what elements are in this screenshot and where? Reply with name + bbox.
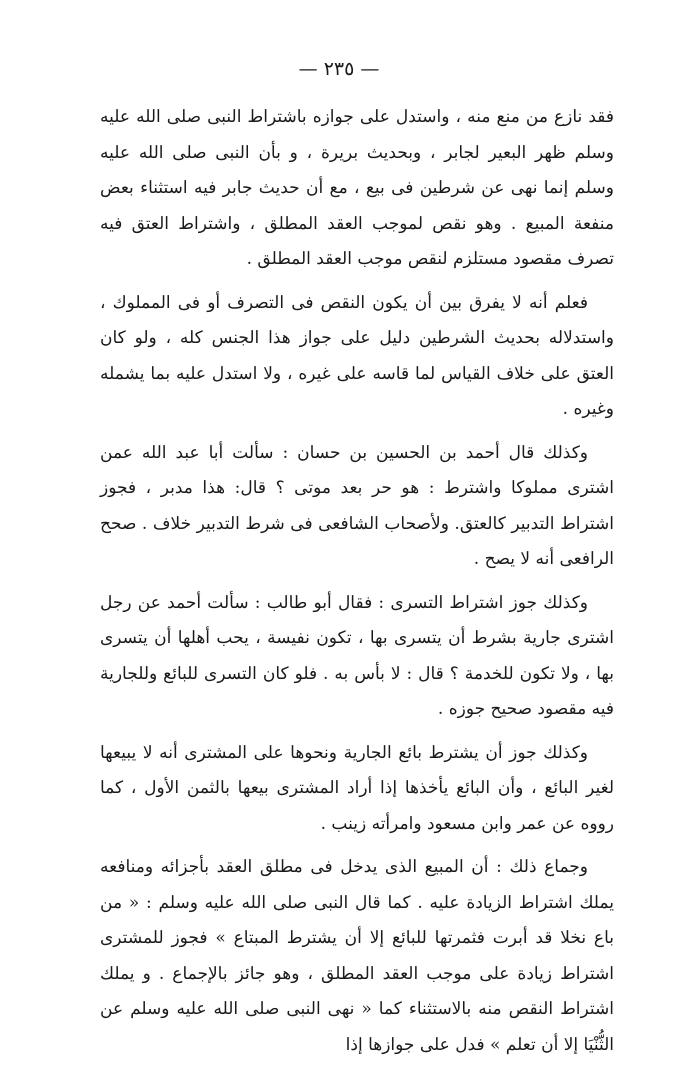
page-number: — ٢٣٥ — [298, 58, 380, 80]
paragraph-2: فعلم أنه لا يفرق بين أن يكون النقص فى التصرف أو فى المملوك ، واستدلاله بحديث الشرطين دليل على جواز هذا الجنس كله ، ولو كان العتق على خلاف القياس لما قاسه على غيره ، ولا استدل عليه بما يشمله وغيره . [100, 292, 614, 419]
paragraph-4: وكذلك جوز اشتراط التسرى : فقال أبو طالب : سألت أحمد عن رجل اشترى جارية بشرط أن يتسرى بها ، تكون نفيسة ، يحب أهلها أن يتسرى بها ، ولا تكون للخدمة ؟ قال : لا بأس به . فلو كان التسرى للبائع وللجارية فيه مقصود صحيح جوزه . [100, 592, 614, 719]
page-body [100, 100, 614, 1063]
paragraph-5: وكذلك جوز أن يشترط بائع الجارية ونحوها على المشترى أنه لا يبيعها لغير البائع ، وأن البائع يأخذها إذا أراد المشترى بيعها بالثمن الأول ، كما رووه عن عمر وابن مسعود وامرأته زينب . [100, 742, 614, 834]
paragraph-3: وكذلك قال أحمد بن الحسين بن حسان : سألت أبا عبد الله عمن اشترى مملوكا واشترط : هو حر بعد موتى ؟ قال: هذا مدبر ، فجوز اشتراط التدبير كالعتق. ولأصحاب الشافعى فى شرط التدبير خلاف . صحح الرافعى أنه لا يصح . [100, 442, 614, 569]
paragraph-6: وجماع ذلك : أن المبيع الذى يدخل فى مطلق العقد بأجزائه ومنافعه يملك اشتراط الزيادة عليه . كما قال النبى صلى الله عليه وسلم : « من باع نخلا قد أبرت فثمرتها للبائع إلا أن يشترط المبتاع » فجوز للمشترى اشتراط زيادة على موجب العقد المطلق ، وهو جائز بالإجماع . و يملك اشتراط النقص منه بالاستثناء كما « نهى النبى صلى الله عليه وسلم عن الثُّنْيَا إلا أن تعلم » فدل على جوازها إذا [100, 857, 614, 1055]
paragraph-1: فقد نازع من منع منه ، واستدل على جوازه باشتراط النبى صلى الله عليه وسلم ظهر البعير لجابر ، وبحديث بريرة ، و بأن النبى صلى الله عليه وسلم إنما نهى عن شرطين فى بيع ، مع أن حديث جابر فيه استثناء بعض منفعة المبيع . وهو نقص لموجب العقد المطلق ، واشتراط العتق فيه تصرف مقصود مستلزم لنقص موجب العقد المطلق . [100, 107, 614, 269]
